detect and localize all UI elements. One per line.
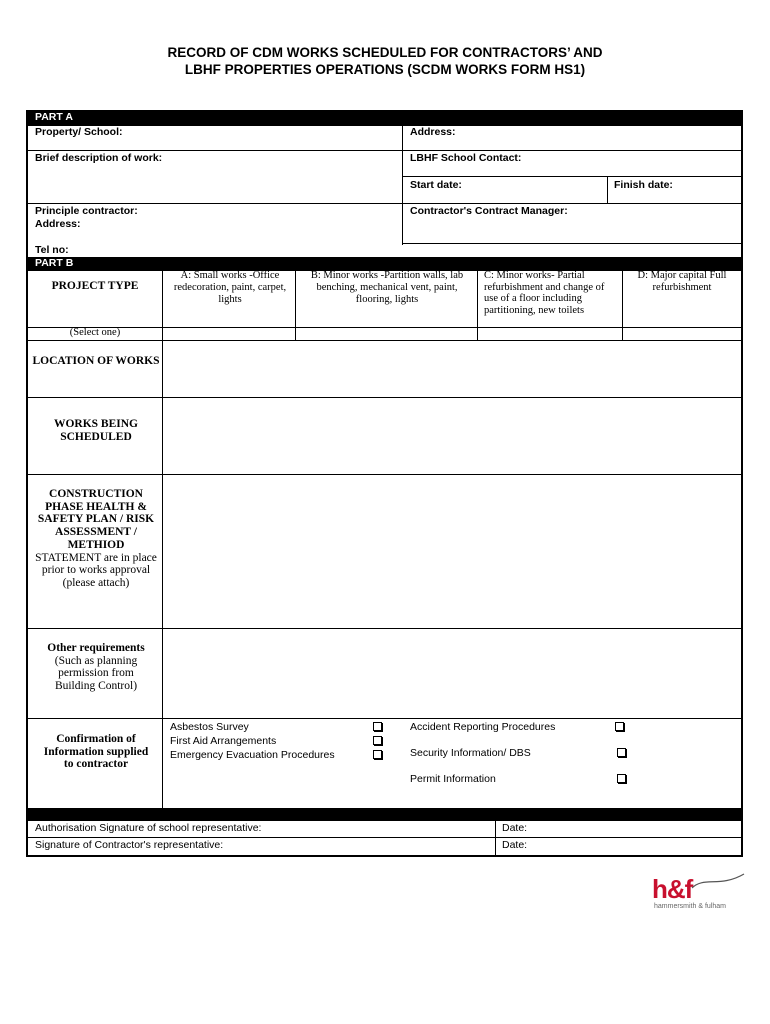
info-emergency-evacuation: Emergency Evacuation Procedures xyxy=(170,749,335,761)
works-scheduled-label: WORKS BEING SCHEDULED xyxy=(53,418,139,443)
border xyxy=(622,271,623,340)
border xyxy=(28,837,742,838)
info-accident-reporting: Accident Reporting Procedures xyxy=(410,721,556,733)
border xyxy=(402,243,742,244)
select-one-label: (Select one) xyxy=(69,327,121,338)
confirmation-label: Confirmation of Information supplied to contractor xyxy=(43,733,149,771)
border xyxy=(26,821,28,856)
border xyxy=(28,150,742,151)
border xyxy=(741,821,743,856)
info-security-dbs: Security Information/ DBS xyxy=(410,747,531,759)
part-a-header: PART A xyxy=(35,111,73,123)
brief-description-label: Brief description of work: xyxy=(35,152,163,164)
tel-label: Tel no: xyxy=(35,244,69,256)
info-first-aid: First Aid Arrangements xyxy=(170,735,277,747)
principle-address-label: Address: xyxy=(35,218,81,230)
first-aid-checkbox[interactable] xyxy=(373,736,382,745)
border xyxy=(295,271,296,340)
construction-phase-field[interactable] xyxy=(163,475,741,628)
part-b-header-bar xyxy=(26,257,743,271)
project-type-option-b[interactable]: B: Minor works -Partition walls, lab benching, mechanical vent, paint, flooring, lights xyxy=(310,270,464,305)
part-b-footer-bar xyxy=(26,808,743,821)
border xyxy=(495,821,496,856)
other-requirements-title: Other requirements xyxy=(47,642,145,654)
logo-swoosh-icon xyxy=(690,872,746,890)
border xyxy=(28,718,742,719)
construction-phase-label xyxy=(30,488,162,590)
other-requirements-field[interactable] xyxy=(163,629,741,718)
other-requirements-note: (Such as planning permission from Building Control) xyxy=(54,654,138,693)
location-of-works-label: LOCATION OF WORKS xyxy=(32,355,160,367)
contract-manager-label: Contractor's Contract Manager: xyxy=(410,205,568,217)
border xyxy=(26,110,28,258)
contractor-signature-label: Signature of Contractor's representative: xyxy=(35,839,224,851)
hf-logo-mark: h&f xyxy=(652,874,693,904)
asbestos-checkbox[interactable] xyxy=(373,722,382,731)
title-line-2: LBHF PROPERTIES OPERATIONS (SCDM WORKS FORM HS1) xyxy=(184,62,586,77)
hf-logo xyxy=(650,872,750,914)
finish-date-label: Finish date: xyxy=(614,179,673,191)
border xyxy=(741,110,743,258)
project-type-option-a[interactable]: A: Small works -Office redecoration, paint, carpet, lights xyxy=(173,270,287,305)
evacuation-checkbox[interactable] xyxy=(373,750,382,759)
construction-phase-note: STATEMENT are in place prior to works approval (please attach) xyxy=(35,551,157,589)
part-b-header: PART B xyxy=(35,257,74,269)
project-type-option-c[interactable]: C: Minor works- Partial refurbishment and change of use of a floor including partitioning, new toilets xyxy=(484,270,605,316)
project-type-label: PROJECT TYPE xyxy=(51,280,139,292)
security-dbs-checkbox[interactable] xyxy=(617,748,626,757)
location-of-works-field[interactable] xyxy=(163,341,741,397)
works-scheduled-field[interactable] xyxy=(163,398,741,474)
accident-reporting-checkbox[interactable] xyxy=(615,722,624,731)
property-school-label: Property/ School: xyxy=(35,126,123,138)
border xyxy=(28,203,742,204)
hf-logo-tagline: hammersmith & fulham xyxy=(654,903,726,910)
school-date-label: Date: xyxy=(502,822,528,834)
border xyxy=(477,271,478,340)
other-requirements-label xyxy=(40,642,152,693)
border xyxy=(26,855,743,857)
border xyxy=(607,176,608,204)
page-title xyxy=(0,44,770,78)
permit-checkbox[interactable] xyxy=(617,774,626,783)
border xyxy=(402,176,742,177)
start-date-label: Start date: xyxy=(410,179,462,191)
school-contact-label: LBHF School Contact: xyxy=(410,152,522,164)
info-asbestos-survey: Asbestos Survey xyxy=(170,721,249,733)
info-permit: Permit Information xyxy=(410,773,496,785)
contractor-date-label: Date: xyxy=(502,839,528,851)
school-signature-label: Authorisation Signature of school representative: xyxy=(35,822,262,834)
title-line-1: RECORD OF CDM WORKS SCHEDULED FOR CONTRACTORS’ AND xyxy=(167,45,603,60)
address-label: Address: xyxy=(410,126,456,138)
principle-contractor-label: Principle contractor: xyxy=(35,205,138,217)
construction-phase-title: CONSTRUCTION PHASE HEALTH & SAFETY PLAN / RISK ASSESSMENT / METHIOD xyxy=(37,488,155,551)
border xyxy=(402,126,403,245)
part-a-header-bar xyxy=(26,110,743,126)
project-type-option-d[interactable]: D: Major capital Full refurbishment xyxy=(637,270,727,293)
